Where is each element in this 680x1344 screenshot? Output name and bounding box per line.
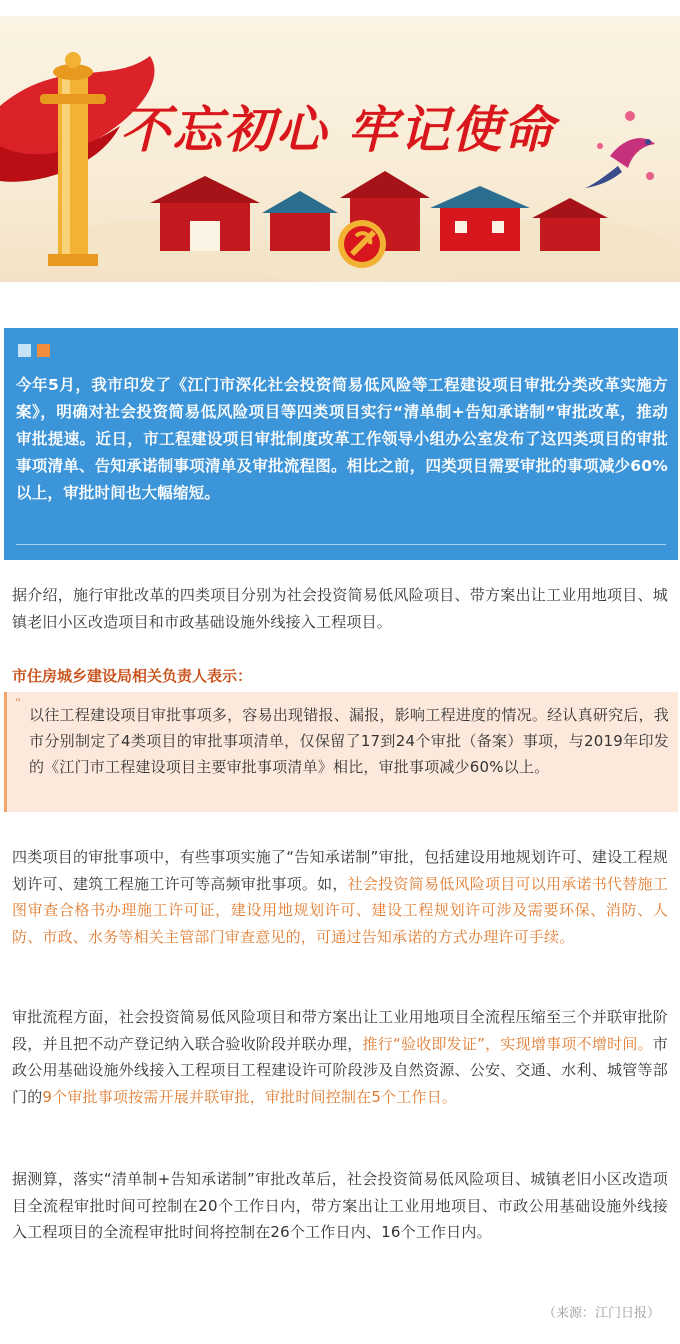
highlight-text: 社会投资简易低风险项目可以用承诺书代替施工图审查合格书办理施工许可证，建设用地规划许可、建设工程规划许可涉及需要环保、消防、人防、市政、水务等相关主管部门审查意见的，可通过告知承诺的方式办理许可手续。	[12, 874, 668, 946]
party-emblem-icon	[338, 220, 386, 268]
intro-text: 今年5月，我市印发了《江门市深化社会投资简易低风险等工程建设项目审批分类改革实施方案》，明确对社会投资简易低风险项目等四类项目实行“清单制+告知承诺制”审批改革，推动审批提速。近日，市工程建设项目审批制度改革工作领导小组办公室发布了这四类项目的审批事项清单、告知承诺制事项清单及审批流程图。相比之前，四类项目需要审批的事项减少60%以上，审批时间也大幅缩短。	[16, 376, 668, 502]
decor-square-icon	[18, 344, 31, 357]
paragraph-approval-items	[12, 844, 668, 950]
paragraph-intro: 据介绍，施行审批改革的四类项目分别为社会投资简易低风险项目、带方案出让工业用地项目、城镇老旧小区改造项目和市政基础设施外线接入工程项目。	[12, 586, 668, 631]
paragraph-process	[12, 1004, 668, 1110]
paragraph-text: 市政公用基础设施外线接入工程项目工程建设许可阶段涉及自然资源、公安、交通、水利、城管等部门的	[12, 1034, 668, 1106]
quote-text: 以往工程建设项目审批事项多，容易出现错报、漏报，影响工程进度的情况。经认真研究后，我市分别制定了4类项目的审批事项清单，仅保留了17到24个审批（备案）事项，与2019年印发的《江门市工程建设项目主要审批事项清单》相比，审批事项减少60%以上。	[29, 706, 669, 776]
quote-mark-icon: “	[15, 696, 22, 710]
magpie-bird-icon	[585, 138, 655, 188]
banner-title: 不忘初心 牢记使命	[120, 100, 556, 159]
divider	[16, 544, 666, 545]
header-banner	[0, 16, 680, 282]
decor-square-icon	[37, 344, 50, 357]
highlight-text: 9个审批事项按需开展并联审批，审批时间控制在5个工作日。	[42, 1087, 458, 1106]
paragraph-text: 审批流程方面，社会投资简易低风险项目和带方案出让工业用地项目全流程压缩至三个并联审批阶段，并且把不动产登记纳入联合验收阶段并联办理，	[12, 1008, 668, 1053]
quote-box	[4, 692, 678, 812]
paragraph-estimate: 据测算，落实“清单制+告知承诺制”审批改革后，社会投资简易低风险项目、城镇老旧小区改造项目全流程审批时间可控制在20个工作日内，带方案出让工业用地项目、市政公用基础设施外线接入工程项目的全流程审批时间将控制在26个工作日内、16个工作日内。	[12, 1170, 668, 1241]
source-credit: （来源：江门日报）	[542, 1306, 660, 1321]
highlight-text: 推行“验收即发证”，实现增事项不增时间。	[362, 1034, 653, 1053]
section-subhead: 市住房城乡建设局相关负责人表示：	[12, 667, 253, 685]
paragraph-text: 四类项目的审批事项中，有些事项实施了“告知承诺制”审批，包括建设用地规划许可、建设工程规划许可、建筑工程施工许可等高频审批事项。如，	[12, 848, 668, 893]
intro-box	[4, 328, 678, 560]
